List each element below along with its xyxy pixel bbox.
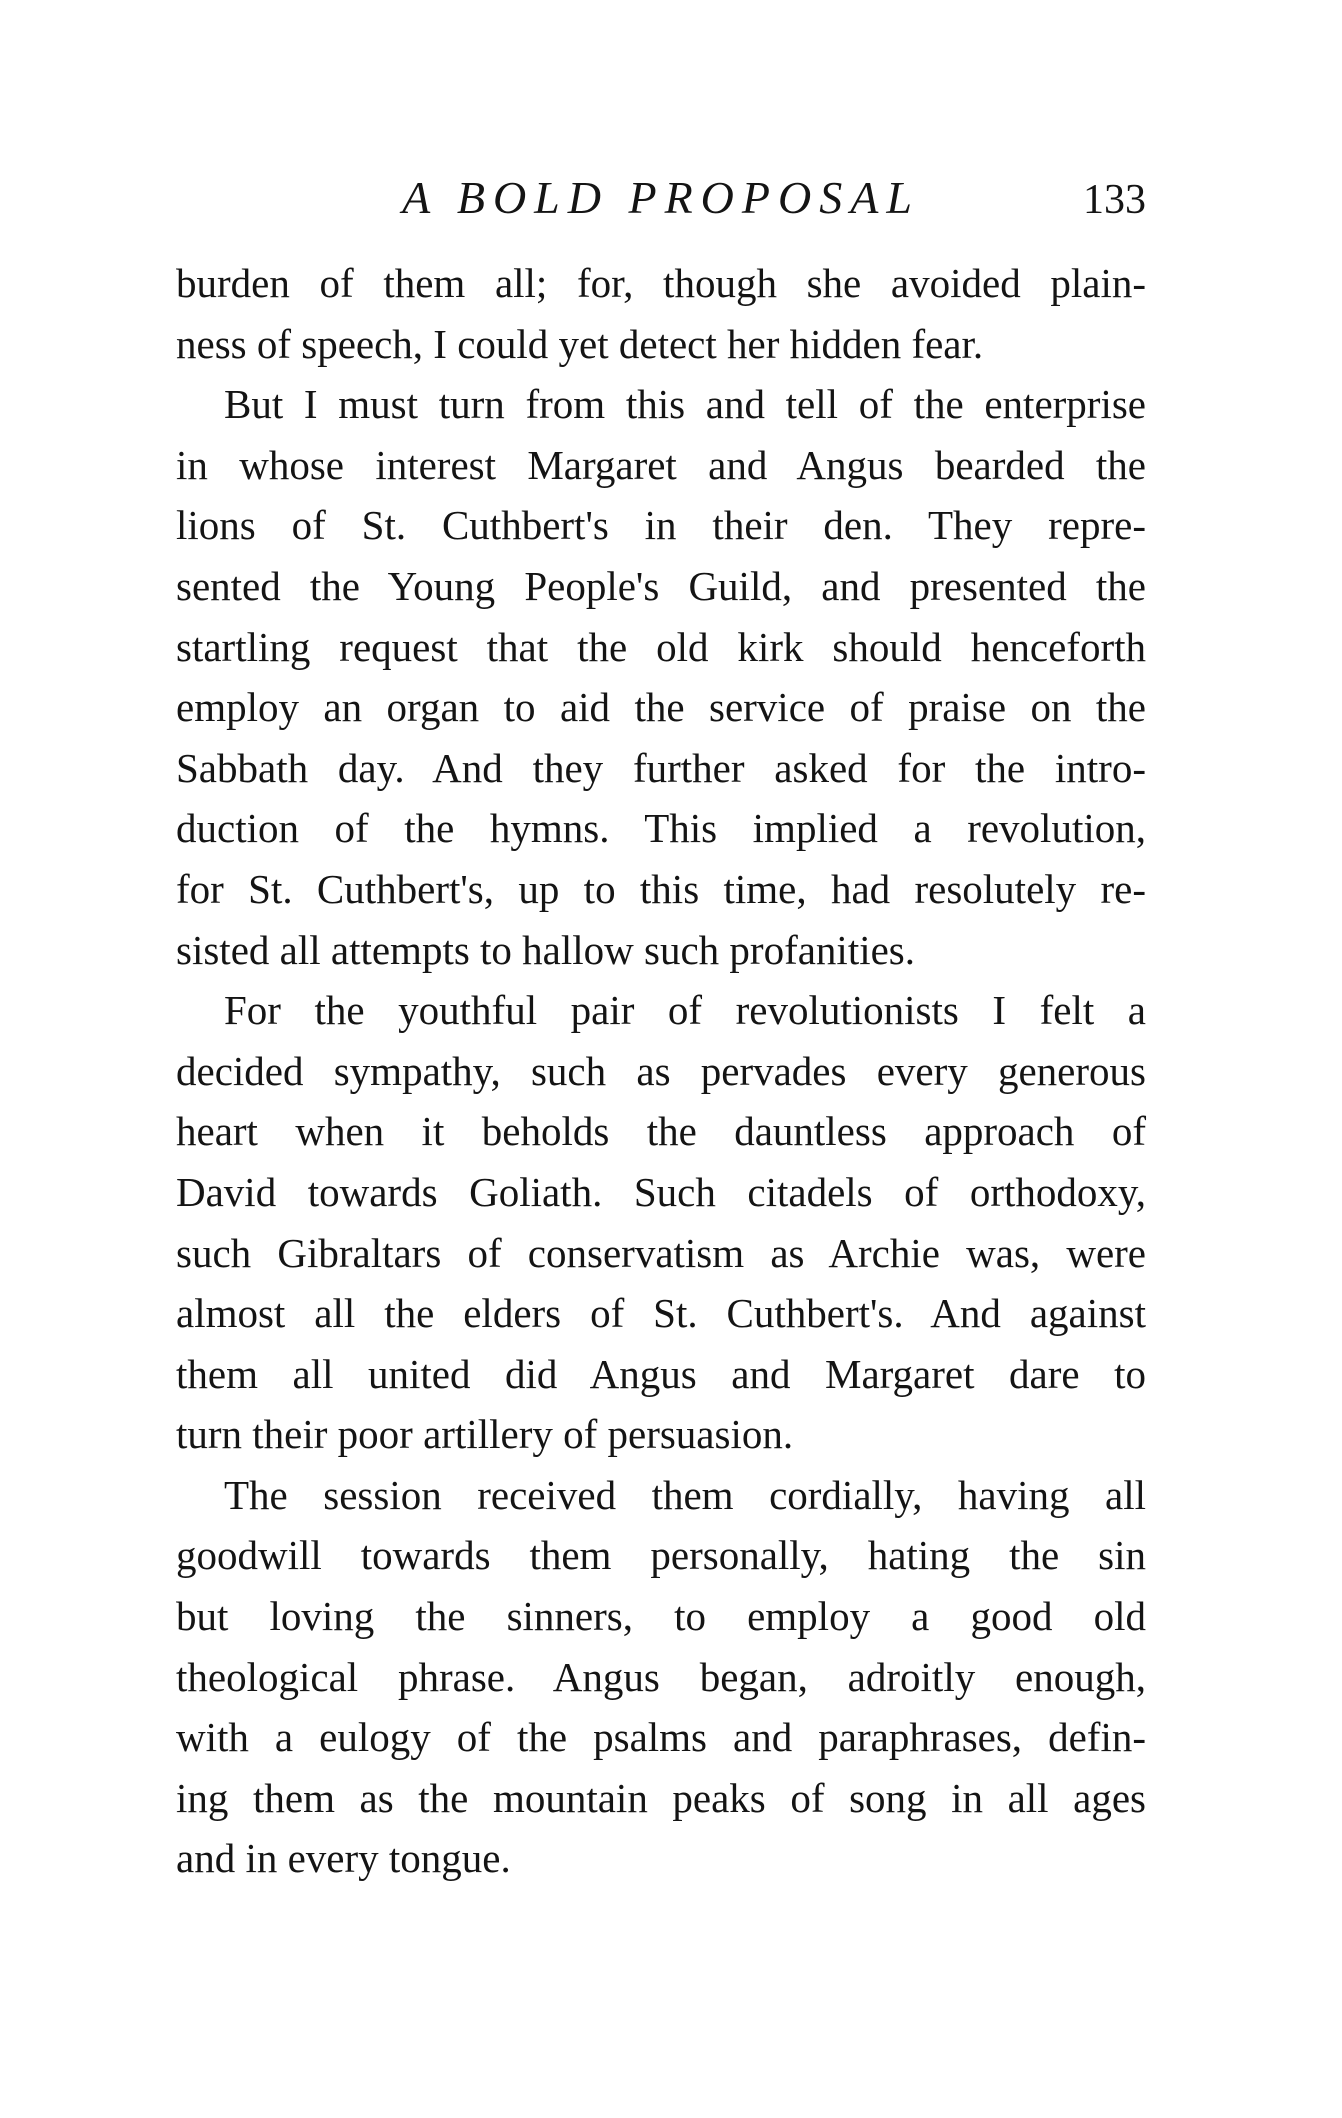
- text-line: ing them as the mountain peaks of song in all ages: [176, 1774, 1146, 1821]
- text-line: with a eulogy of the psalms and paraphrases, defin-: [176, 1714, 1146, 1761]
- text-line: duction of the hymns. This implied a revolution,: [176, 805, 1146, 852]
- text-line: but loving the sinners, to employ a good old: [176, 1593, 1146, 1640]
- running-title: A BOLD PROPOSAL: [402, 172, 920, 223]
- paragraph-4: [176, 1465, 1146, 1889]
- text-line: sented the Young People's Guild, and presented the: [176, 562, 1146, 609]
- page-number: 133: [1083, 177, 1146, 223]
- text-line: heart when it beholds the dauntless approach of: [176, 1108, 1146, 1155]
- text-line: lions of St. Cuthbert's in their den. They repre-: [176, 502, 1146, 549]
- text-line: For the youthful pair of revolutionists I felt a: [224, 987, 1146, 1034]
- text-line: in whose interest Margaret and Angus bearded the: [176, 441, 1146, 488]
- paragraph-1: [176, 253, 1146, 374]
- paragraph-2: [176, 374, 1146, 980]
- text-line: sisted all attempts to hallow such profanities.: [176, 926, 916, 973]
- text-line: theological phrase. Angus began, adroitly enough,: [176, 1653, 1146, 1700]
- body-text: [176, 253, 1146, 1889]
- text-line: goodwill towards them personally, hating the sin: [176, 1532, 1146, 1579]
- running-head: [176, 168, 1146, 228]
- text-line: ness of speech, I could yet detect her hidden fear.: [176, 320, 984, 367]
- text-line: turn their poor artillery of persuasion.: [176, 1411, 794, 1458]
- text-line: almost all the elders of St. Cuthbert's. And against: [176, 1290, 1146, 1337]
- text-line: for St. Cuthbert's, up to this time, had resolutely re-: [176, 865, 1146, 912]
- paragraph-3: [176, 980, 1146, 1465]
- text-line: David towards Goliath. Such citadels of orthodoxy,: [176, 1168, 1146, 1215]
- text-line: startling request that the old kirk should henceforth: [176, 623, 1146, 670]
- text-line: them all united did Angus and Margaret dare to: [176, 1350, 1146, 1397]
- text-line: and in every tongue.: [176, 1835, 511, 1882]
- text-line: Sabbath day. And they further asked for the intro-: [176, 744, 1146, 791]
- text-line: employ an organ to aid the service of praise on the: [176, 684, 1146, 731]
- text-line: But I must turn from this and tell of the enterprise: [224, 381, 1146, 428]
- text-line: decided sympathy, such as pervades every generous: [176, 1047, 1146, 1094]
- text-line: burden of them all; for, though she avoided plain-: [176, 260, 1146, 306]
- text-line: The session received them cordially, having all: [224, 1471, 1146, 1518]
- text-line: such Gibraltars of conservatism as Archie was, were: [176, 1229, 1146, 1276]
